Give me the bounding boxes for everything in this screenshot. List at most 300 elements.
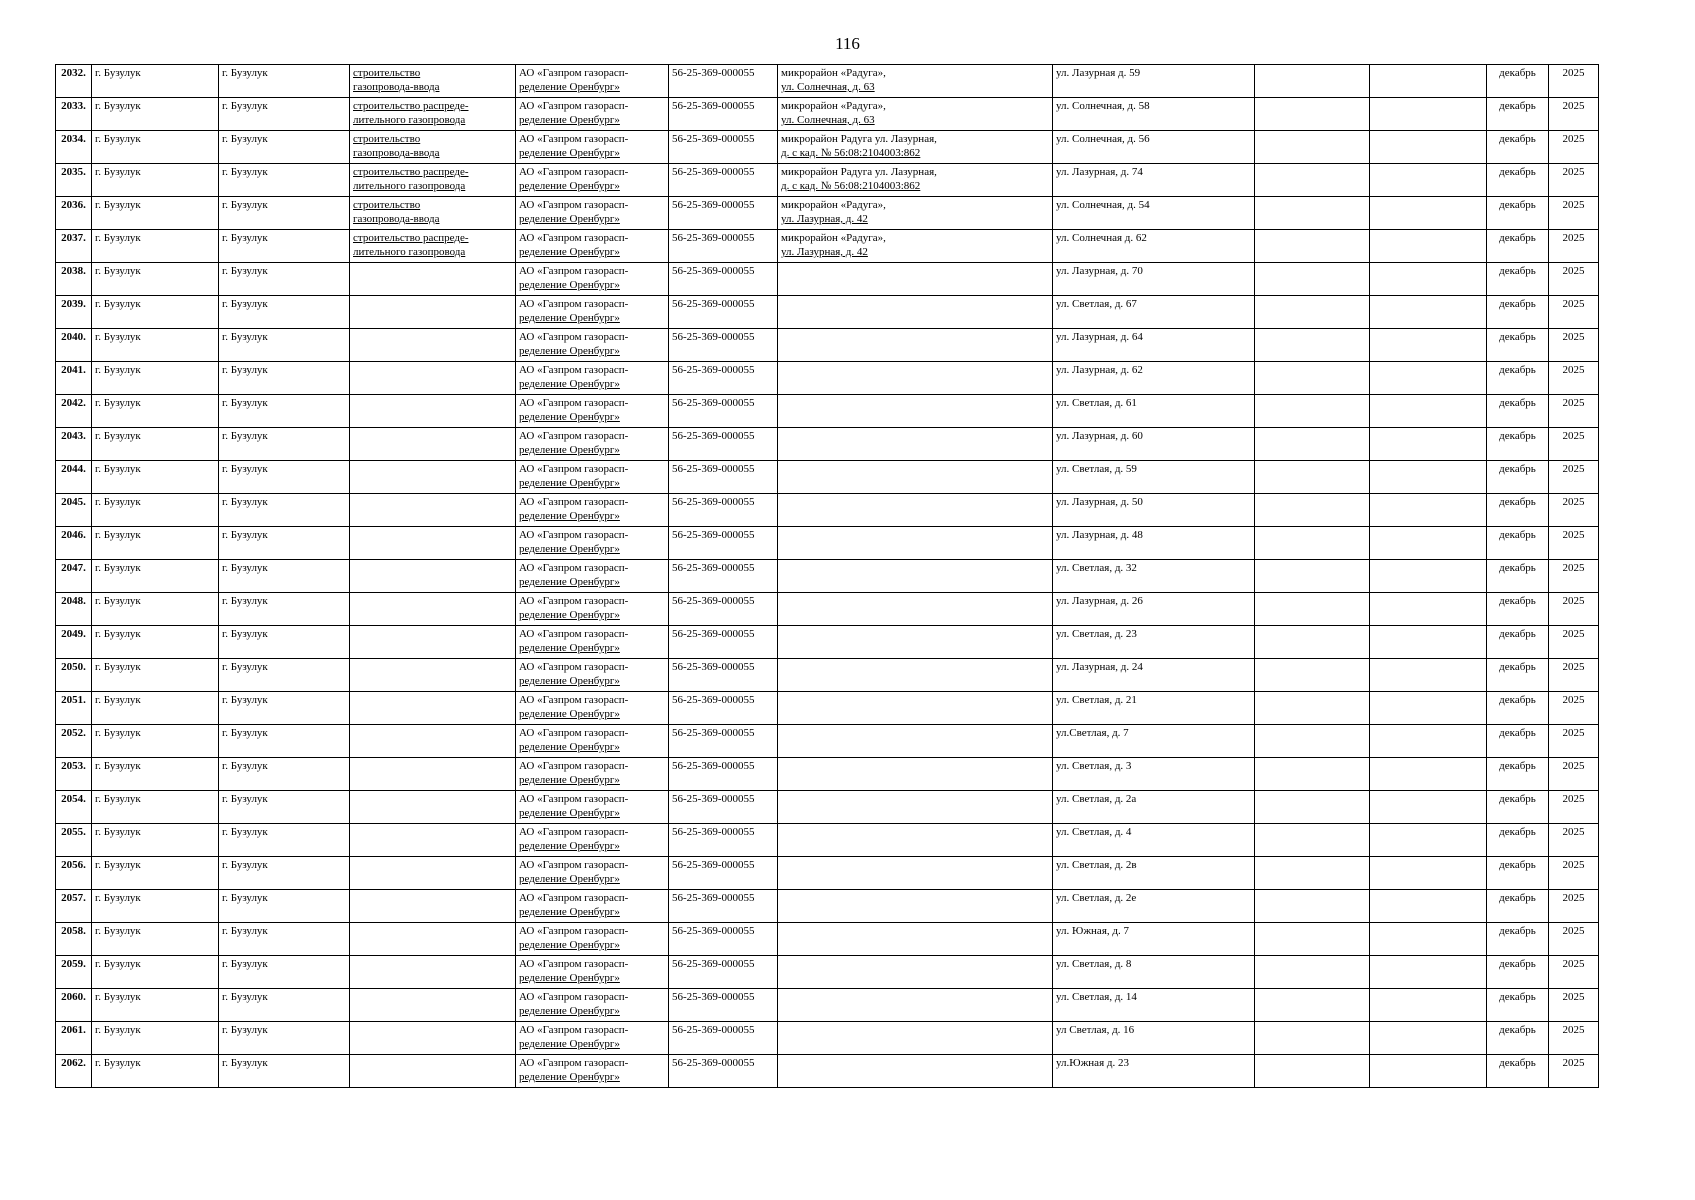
work-type-cell [350,791,516,824]
empty-cell [1255,131,1370,164]
address-cell: ул. Лазурная, д. 64 [1053,329,1255,362]
empty-cell [1255,857,1370,890]
empty-cell [1255,263,1370,296]
work-type-cell [350,329,516,362]
empty-cell [1370,659,1487,692]
month-cell: декабрь [1487,1055,1549,1088]
empty-cell [1370,956,1487,989]
location-cell [778,989,1053,1022]
row-number: 2046. [56,527,92,560]
year-cell: 2025 [1549,857,1599,890]
code-cell: 56-25-369-000055 [669,692,778,725]
location-cell [778,395,1053,428]
code-cell: 56-25-369-000055 [669,560,778,593]
month-cell: декабрь [1487,395,1549,428]
address-cell: ул. Лазурная, д. 50 [1053,494,1255,527]
empty-cell [1370,461,1487,494]
locality-cell: г. Бузулук [219,923,350,956]
table-row [56,527,1599,560]
table-row [56,989,1599,1022]
table-row [56,1022,1599,1055]
month-cell: декабрь [1487,527,1549,560]
work-type-cell [350,296,516,329]
row-number: 2034. [56,131,92,164]
month-cell: декабрь [1487,263,1549,296]
month-cell: декабрь [1487,362,1549,395]
work-type-cell: строительство распреде- лительного газопровода [350,230,516,263]
table-row [56,230,1599,263]
locality-cell: г. Бузулук [219,230,350,263]
row-number: 2035. [56,164,92,197]
location-cell: микрорайон «Радуга», ул. Лазурная, д. 42 [778,197,1053,230]
organization-cell: АО «Газпром газорасп- ределение Оренбург» [516,197,669,230]
address-cell: ул. Лазурная, д. 62 [1053,362,1255,395]
empty-cell [1370,1055,1487,1088]
table-row [56,626,1599,659]
district-cell: г. Бузулук [92,923,219,956]
year-cell: 2025 [1549,164,1599,197]
month-cell: декабрь [1487,329,1549,362]
organization-cell: АО «Газпром газорасп- ределение Оренбург» [516,725,669,758]
month-cell: декабрь [1487,494,1549,527]
work-type-cell [350,923,516,956]
table-row [56,98,1599,131]
year-cell: 2025 [1549,263,1599,296]
location-cell [778,362,1053,395]
work-type-cell [350,428,516,461]
row-number: 2061. [56,1022,92,1055]
year-cell: 2025 [1549,329,1599,362]
year-cell: 2025 [1549,1055,1599,1088]
code-cell: 56-25-369-000055 [669,494,778,527]
district-cell: г. Бузулук [92,560,219,593]
organization-cell: АО «Газпром газорасп- ределение Оренбург» [516,98,669,131]
locality-cell: г. Бузулук [219,824,350,857]
work-type-cell [350,758,516,791]
organization-cell: АО «Газпром газорасп- ределение Оренбург» [516,956,669,989]
location-cell: микрорайон «Радуга», ул. Солнечная, д. 63 [778,65,1053,98]
location-cell [778,692,1053,725]
empty-cell [1255,230,1370,263]
empty-cell [1255,527,1370,560]
address-cell: ул. Лазурная, д. 26 [1053,593,1255,626]
year-cell: 2025 [1549,230,1599,263]
empty-cell [1370,560,1487,593]
month-cell: декабрь [1487,461,1549,494]
address-cell: ул. Светлая, д. 32 [1053,560,1255,593]
month-cell: декабрь [1487,857,1549,890]
month-cell: декабрь [1487,98,1549,131]
empty-cell [1370,1022,1487,1055]
row-number: 2032. [56,65,92,98]
location-cell [778,428,1053,461]
empty-cell [1370,527,1487,560]
month-cell: декабрь [1487,725,1549,758]
row-number: 2060. [56,989,92,1022]
code-cell: 56-25-369-000055 [669,461,778,494]
empty-cell [1255,791,1370,824]
location-cell: микрорайон «Радуга», ул. Солнечная, д. 63 [778,98,1053,131]
address-cell: ул. Солнечная, д. 54 [1053,197,1255,230]
locality-cell: г. Бузулук [219,527,350,560]
address-cell: ул. Светлая, д. 4 [1053,824,1255,857]
organization-cell: АО «Газпром газорасп- ределение Оренбург» [516,989,669,1022]
empty-cell [1370,230,1487,263]
location-cell [778,626,1053,659]
location-cell: микрорайон Радуга ул. Лазурная, д. с кад. № 56:08:2104003:862 [778,164,1053,197]
empty-cell [1370,725,1487,758]
row-number: 2038. [56,263,92,296]
address-cell: ул. Светлая, д. 2е [1053,890,1255,923]
code-cell: 56-25-369-000055 [669,890,778,923]
month-cell: декабрь [1487,956,1549,989]
year-cell: 2025 [1549,791,1599,824]
table-row [56,428,1599,461]
locality-cell: г. Бузулук [219,65,350,98]
address-cell: ул. Светлая, д. 8 [1053,956,1255,989]
district-cell: г. Бузулук [92,329,219,362]
row-number: 2055. [56,824,92,857]
year-cell: 2025 [1549,758,1599,791]
month-cell: декабрь [1487,692,1549,725]
district-cell: г. Бузулук [92,989,219,1022]
row-number: 2037. [56,230,92,263]
empty-cell [1255,296,1370,329]
table-row [56,362,1599,395]
locality-cell: г. Бузулук [219,1055,350,1088]
page-number: 116 [835,34,860,53]
locality-cell: г. Бузулук [219,857,350,890]
district-cell: г. Бузулук [92,824,219,857]
organization-cell: АО «Газпром газорасп- ределение Оренбург» [516,164,669,197]
work-type-cell [350,626,516,659]
month-cell: декабрь [1487,593,1549,626]
address-cell: ул. Лазурная, д. 24 [1053,659,1255,692]
work-type-cell [350,956,516,989]
empty-cell [1255,65,1370,98]
year-cell: 2025 [1549,560,1599,593]
row-number: 2053. [56,758,92,791]
address-cell: ул. Светлая, д. 23 [1053,626,1255,659]
district-cell: г. Бузулук [92,1022,219,1055]
empty-cell [1370,890,1487,923]
empty-cell [1370,296,1487,329]
location-cell [778,593,1053,626]
address-cell: ул. Лазурная, д. 60 [1053,428,1255,461]
district-cell: г. Бузулук [92,791,219,824]
empty-cell [1370,263,1487,296]
empty-cell [1255,164,1370,197]
work-type-cell [350,890,516,923]
work-type-cell [350,725,516,758]
table-row [56,494,1599,527]
empty-cell [1370,758,1487,791]
row-number: 2051. [56,692,92,725]
month-cell: декабрь [1487,428,1549,461]
month-cell: декабрь [1487,296,1549,329]
address-cell: ул. Светлая, д. 61 [1053,395,1255,428]
address-cell: ул. Светлая, д. 67 [1053,296,1255,329]
table-row [56,1055,1599,1088]
location-cell [778,725,1053,758]
year-cell: 2025 [1549,65,1599,98]
location-cell: микрорайон Радуга ул. Лазурная, д. с кад. № 56:08:2104003:862 [778,131,1053,164]
year-cell: 2025 [1549,626,1599,659]
month-cell: декабрь [1487,659,1549,692]
empty-cell [1370,164,1487,197]
locality-cell: г. Бузулук [219,560,350,593]
organization-cell: АО «Газпром газорасп- ределение Оренбург» [516,758,669,791]
locality-cell: г. Бузулук [219,131,350,164]
district-cell: г. Бузулук [92,890,219,923]
organization-cell: АО «Газпром газорасп- ределение Оренбург» [516,890,669,923]
table-row [56,890,1599,923]
table-row [56,857,1599,890]
address-cell: ул. Солнечная, д. 56 [1053,131,1255,164]
organization-cell: АО «Газпром газорасп- ределение Оренбург» [516,857,669,890]
district-cell: г. Бузулук [92,428,219,461]
organization-cell: АО «Газпром газорасп- ределение Оренбург» [516,65,669,98]
address-cell: ул. Светлая, д. 3 [1053,758,1255,791]
location-cell [778,329,1053,362]
empty-cell [1255,98,1370,131]
district-cell: г. Бузулук [92,461,219,494]
month-cell: декабрь [1487,197,1549,230]
row-number: 2039. [56,296,92,329]
locality-cell: г. Бузулук [219,890,350,923]
location-cell [778,461,1053,494]
year-cell: 2025 [1549,461,1599,494]
table-row [56,824,1599,857]
code-cell: 56-25-369-000055 [669,263,778,296]
address-cell: ул. Светлая, д. 59 [1053,461,1255,494]
district-cell: г. Бузулук [92,956,219,989]
location-cell [778,560,1053,593]
code-cell: 56-25-369-000055 [669,989,778,1022]
month-cell: декабрь [1487,230,1549,263]
locality-cell: г. Бузулук [219,1022,350,1055]
address-cell: ул. Лазурная, д. 70 [1053,263,1255,296]
empty-cell [1255,197,1370,230]
empty-cell [1255,659,1370,692]
empty-cell [1255,692,1370,725]
district-cell: г. Бузулук [92,494,219,527]
code-cell: 56-25-369-000055 [669,857,778,890]
organization-cell: АО «Газпром газорасп- ределение Оренбург» [516,593,669,626]
empty-cell [1370,791,1487,824]
data-table [55,64,1599,1088]
locality-cell: г. Бузулук [219,362,350,395]
location-cell [778,494,1053,527]
district-cell: г. Бузулук [92,1055,219,1088]
year-cell: 2025 [1549,527,1599,560]
table-row [56,593,1599,626]
organization-cell: АО «Газпром газорасп- ределение Оренбург» [516,329,669,362]
locality-cell: г. Бузулук [219,659,350,692]
row-number: 2043. [56,428,92,461]
district-cell: г. Бузулук [92,626,219,659]
work-type-cell [350,1055,516,1088]
organization-cell: АО «Газпром газорасп- ределение Оренбург» [516,626,669,659]
locality-cell: г. Бузулук [219,626,350,659]
empty-cell [1370,923,1487,956]
row-number: 2044. [56,461,92,494]
address-cell: ул. Светлая, д. 21 [1053,692,1255,725]
address-cell: ул.Светлая, д. 7 [1053,725,1255,758]
empty-cell [1255,593,1370,626]
empty-cell [1255,362,1370,395]
row-number: 2056. [56,857,92,890]
organization-cell: АО «Газпром газорасп- ределение Оренбург» [516,791,669,824]
work-type-cell [350,560,516,593]
locality-cell: г. Бузулук [219,98,350,131]
work-type-cell: строительство газопровода-ввода [350,131,516,164]
empty-cell [1370,65,1487,98]
empty-cell [1255,461,1370,494]
district-cell: г. Бузулук [92,659,219,692]
district-cell: г. Бузулук [92,296,219,329]
year-cell: 2025 [1549,131,1599,164]
work-type-cell [350,527,516,560]
empty-cell [1255,989,1370,1022]
address-cell: ул. Солнечная д. 62 [1053,230,1255,263]
organization-cell: АО «Газпром газорасп- ределение Оренбург» [516,263,669,296]
empty-cell [1370,428,1487,461]
year-cell: 2025 [1549,989,1599,1022]
table-row [56,131,1599,164]
month-cell: декабрь [1487,626,1549,659]
work-type-cell [350,659,516,692]
empty-cell [1255,890,1370,923]
locality-cell: г. Бузулук [219,791,350,824]
address-cell: ул. Светлая, д. 14 [1053,989,1255,1022]
address-cell: ул. Лазурная д. 59 [1053,65,1255,98]
organization-cell: АО «Газпром газорасп- ределение Оренбург» [516,494,669,527]
empty-cell [1370,857,1487,890]
address-cell: ул. Светлая, д. 2в [1053,857,1255,890]
empty-cell [1255,956,1370,989]
code-cell: 56-25-369-000055 [669,65,778,98]
empty-cell [1370,131,1487,164]
locality-cell: г. Бузулук [219,758,350,791]
organization-cell: АО «Газпром газорасп- ределение Оренбург» [516,362,669,395]
location-cell: микрорайон «Радуга», ул. Лазурная, д. 42 [778,230,1053,263]
year-cell: 2025 [1549,692,1599,725]
location-cell [778,659,1053,692]
locality-cell: г. Бузулук [219,428,350,461]
year-cell: 2025 [1549,890,1599,923]
organization-cell: АО «Газпром газорасп- ределение Оренбург» [516,296,669,329]
district-cell: г. Бузулук [92,98,219,131]
empty-cell [1370,329,1487,362]
table-row [56,263,1599,296]
address-cell: ул Светлая, д. 16 [1053,1022,1255,1055]
district-cell: г. Бузулук [92,362,219,395]
year-cell: 2025 [1549,824,1599,857]
location-cell [778,890,1053,923]
table-row [56,560,1599,593]
code-cell: 56-25-369-000055 [669,98,778,131]
locality-cell: г. Бузулук [219,296,350,329]
code-cell: 56-25-369-000055 [669,659,778,692]
year-cell: 2025 [1549,362,1599,395]
work-type-cell [350,989,516,1022]
row-number: 2041. [56,362,92,395]
year-cell: 2025 [1549,428,1599,461]
table-row [56,329,1599,362]
empty-cell [1255,1022,1370,1055]
work-type-cell [350,362,516,395]
location-cell [778,923,1053,956]
organization-cell: АО «Газпром газорасп- ределение Оренбург» [516,131,669,164]
month-cell: декабрь [1487,890,1549,923]
empty-cell [1370,395,1487,428]
locality-cell: г. Бузулук [219,263,350,296]
month-cell: декабрь [1487,65,1549,98]
empty-cell [1370,626,1487,659]
work-type-cell [350,824,516,857]
work-type-cell: строительство распреде- лительного газопровода [350,164,516,197]
organization-cell: АО «Газпром газорасп- ределение Оренбург» [516,659,669,692]
code-cell: 56-25-369-000055 [669,296,778,329]
table-row [56,923,1599,956]
table-row [56,659,1599,692]
locality-cell: г. Бузулук [219,494,350,527]
month-cell: декабрь [1487,1022,1549,1055]
empty-cell [1370,362,1487,395]
work-type-cell: строительство газопровода-ввода [350,197,516,230]
year-cell: 2025 [1549,296,1599,329]
district-cell: г. Бузулук [92,593,219,626]
district-cell: г. Бузулук [92,65,219,98]
code-cell: 56-25-369-000055 [669,131,778,164]
empty-cell [1370,692,1487,725]
row-number: 2050. [56,659,92,692]
location-cell [778,824,1053,857]
district-cell: г. Бузулук [92,131,219,164]
code-cell: 56-25-369-000055 [669,725,778,758]
year-cell: 2025 [1549,725,1599,758]
row-number: 2049. [56,626,92,659]
locality-cell: г. Бузулук [219,725,350,758]
location-cell [778,263,1053,296]
empty-cell [1255,626,1370,659]
row-number: 2040. [56,329,92,362]
year-cell: 2025 [1549,593,1599,626]
code-cell: 56-25-369-000055 [669,362,778,395]
district-cell: г. Бузулук [92,725,219,758]
year-cell: 2025 [1549,197,1599,230]
month-cell: декабрь [1487,824,1549,857]
work-type-cell [350,692,516,725]
work-type-cell [350,857,516,890]
district-cell: г. Бузулук [92,857,219,890]
empty-cell [1255,725,1370,758]
code-cell: 56-25-369-000055 [669,527,778,560]
organization-cell: АО «Газпром газорасп- ределение Оренбург» [516,560,669,593]
code-cell: 56-25-369-000055 [669,329,778,362]
empty-cell [1255,428,1370,461]
code-cell: 56-25-369-000055 [669,923,778,956]
organization-cell: АО «Газпром газорасп- ределение Оренбург» [516,692,669,725]
location-cell [778,791,1053,824]
location-cell [778,758,1053,791]
year-cell: 2025 [1549,98,1599,131]
work-type-cell [350,593,516,626]
locality-cell: г. Бузулук [219,461,350,494]
table-row [56,65,1599,98]
empty-cell [1370,494,1487,527]
